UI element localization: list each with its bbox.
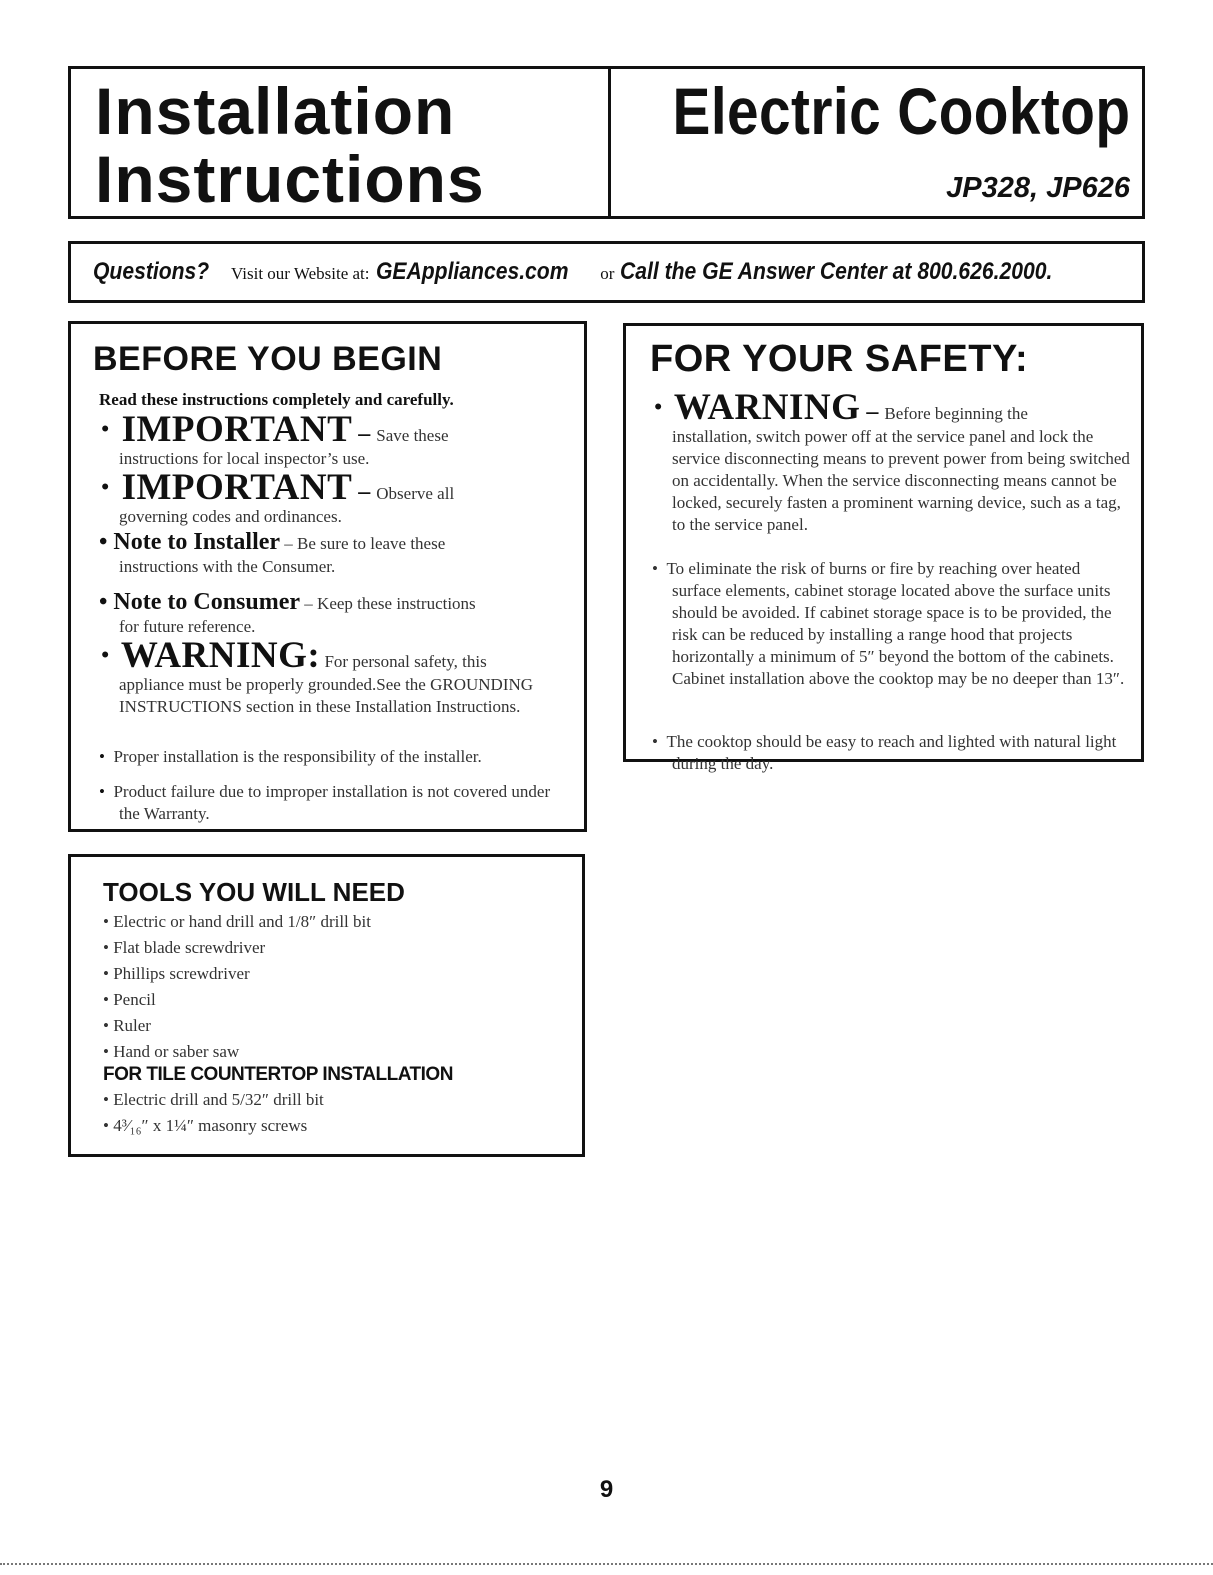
safety-warning-item: · WARNING – Before beginning the installation, switch power off at the service panel and lock the service disconnecting means to prevent power from being switched on accidentally. When the service disconnecting means cannot be locked, securely fasten a prominent warning device, such as a tag, to the service panel. [652,387,1130,534]
list-item: • Flat blade screwdriver [103,938,266,957]
important-item-2: · IMPORTANT – Observe all governing codes and ordinances. [99,470,569,528]
page-number: 9 [599,1476,614,1503]
tile-tools-list [103,1087,324,1139]
before-you-begin-box [68,321,587,832]
title-line-1: Installation [95,74,456,148]
item-text-continued: governing codes and ordinances. [119,507,342,526]
for-your-safety-title: FOR YOUR SAFETY: [650,338,1029,380]
header-title-cell [71,69,611,216]
questions-visit: Visit our Website at: [231,264,370,283]
item-text-continued: installation, switch power off at the service panel and lock the service disconnecting means to prevent power from being switched on accidentally. When the service disconnecting means cannot be locked, securely fasten a prominent warning device, such as a tag, to the service panel. [672,427,1130,534]
call-center-text: Call the GE Answer Center at 800.626.2000. [620,258,1053,285]
tools-list [103,909,371,1065]
tile-countertop-title: FOR TILE COUNTERTOP INSTALLATION [103,1064,453,1085]
list-item: • The cooktop should be easy to reach and lighted with natural light during the day. [652,732,1117,773]
item-text-continued: instructions for local inspector’s use. [119,449,370,468]
list-item: • Electric drill and 5/32″ drill bit [103,1090,324,1109]
list-item: • 4³⁄₁₆″ x 1¼″ masonry screws [103,1116,308,1135]
item-lead: WARNING [673,387,861,428]
list-item: • Ruler [103,1016,151,1035]
grounding-warning-item: · WARNING: For personal safety, this appliance must be properly grounded.See the GROUNDING INSTRUCTIONS section in these Installation Instructions. [99,638,569,718]
questions-bar [68,241,1145,303]
item-lead: WARNING: [120,635,321,676]
before-you-begin-title: BEFORE YOU BEGIN [93,340,443,378]
website-link[interactable]: GEAppliances.com [375,258,568,285]
list-item: • Electric or hand drill and 1/8″ drill bit [103,912,371,931]
item-text: For personal safety, this [324,652,487,671]
list-item: • Phillips screwdriver [103,964,250,983]
item-text: Save these [376,426,449,445]
bottom-divider [0,1563,1213,1565]
list-item: • Proper installation is the responsibility of the installer. [99,747,482,766]
item-lead: IMPORTANT [121,467,353,508]
before-intro: Read these instructions completely and carefully. [99,390,454,409]
list-item: • Hand or saber saw [103,1042,240,1061]
tools-title: TOOLS YOU WILL NEED [103,877,405,907]
item-text: Before beginning the [884,404,1028,423]
item-text-continued: for future reference. [119,617,256,636]
important-item-1: · IMPORTANT – Save these instructions for local inspector’s use. [99,412,569,470]
document-title [95,74,485,216]
model-numbers: JP328, JP626 [946,172,1130,204]
title-line-2: Instructions [95,142,485,216]
product-title: Electric Cooktop [672,74,1130,148]
list-item: • Product failure due to improper installation is not covered under the Warranty. [99,782,551,823]
for-your-safety-box [623,323,1144,773]
note-to-consumer-item: • Note to Consumer – Keep these instructions for future reference. [99,588,569,638]
item-lead: IMPORTANT [121,409,353,450]
questions-or: or [600,264,615,283]
item-lead: Note to Consumer [113,589,301,615]
item-lead: Note to Installer [113,529,281,555]
questions-lead: Questions? [93,258,210,285]
tools-box [68,854,585,1157]
note-to-installer-item: • Note to Installer – Be sure to leave these instructions with the Consumer. [99,528,569,578]
header-box [68,66,1145,219]
questions-line [93,258,1112,286]
item-text: Be sure to leave these [297,534,446,553]
list-item: • Pencil [103,990,156,1009]
list-item: • To eliminate the risk of burns or fire by reaching over heated surface elements, cabinet storage located above the surface units should be avoided. If cabinet storage space is to be provided, the risk can be reduced by installing a range hood that projects horizontally a minimum of 5″ beyond the bottom of the cabinets. Cabinet installation above the cooktop may be no deeper than 13″. [652,559,1125,688]
item-text: Observe all [376,484,455,503]
item-text-continued: appliance must be properly grounded.See the GROUNDING INSTRUCTIONS section in these Installation Instructions. [119,675,534,716]
item-text: Keep these instructions [317,594,476,613]
item-text-continued: instructions with the Consumer. [119,557,336,576]
